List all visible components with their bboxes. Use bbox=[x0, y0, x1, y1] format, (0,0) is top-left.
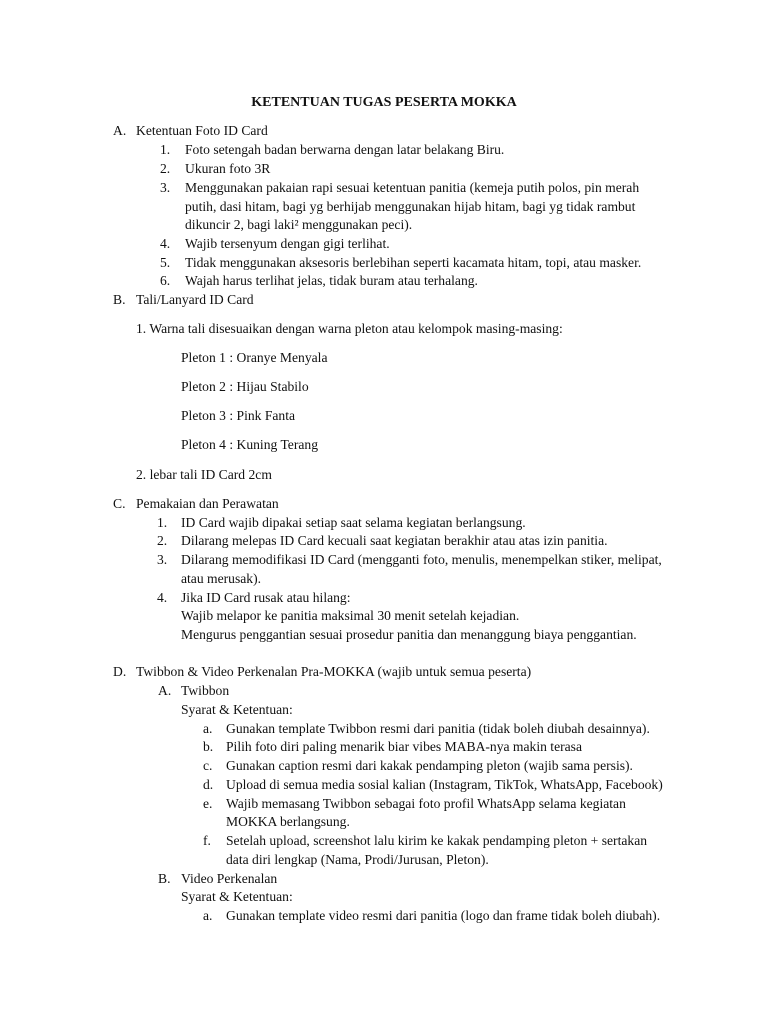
list-item: Tidak menggunakan aksesoris berlebihan seperti kacamata hitam, topi, atau masker. bbox=[185, 255, 642, 270]
section-b-marker: B. bbox=[113, 292, 126, 307]
list-marker: 3. bbox=[160, 180, 171, 195]
section-c-heading: Pemakaian dan Perawatan bbox=[136, 496, 279, 511]
section-d-heading: Twibbon & Video Perkenalan Pra-MOKKA (wajib untuk semua peserta) bbox=[136, 664, 532, 679]
list-marker: a. bbox=[203, 721, 213, 736]
pleton-line: Pleton 1 : Oranye Menyala bbox=[181, 350, 328, 365]
list-item: Gunakan template video resmi dari panitia (logo dan frame tidak boleh diubah). bbox=[226, 908, 661, 923]
list-marker: 3. bbox=[157, 552, 168, 567]
syarat-label: Syarat & Ketentuan: bbox=[181, 889, 293, 904]
list-marker: 1. bbox=[160, 142, 171, 157]
list-marker: b. bbox=[203, 739, 214, 754]
list-item: Gunakan caption resmi dari kakak pendamping pleton (wajib sama persis). bbox=[226, 758, 633, 773]
list-item-cont: data diri lengkap (Nama, Prodi/Jurusan, Pleton). bbox=[226, 852, 489, 867]
list-item-cont: Wajib melapor ke panitia maksimal 30 menit setelah kejadian. bbox=[181, 608, 520, 623]
list-item-cont: MOKKA berlangsung. bbox=[226, 814, 350, 829]
subsection-marker: B. bbox=[158, 871, 171, 886]
page-title: KETENTUAN TUGAS PESERTA MOKKA bbox=[251, 95, 517, 110]
list-item-cont: dikuncir 2, bagi laki² menggunakan peci). bbox=[185, 217, 413, 232]
list-item-cont: putih, dasi hitam, bagi yg berhijab menggunakan hijab hitam, bagi yg tidak rambut bbox=[185, 199, 636, 214]
list-item: Upload di semua media sosial kalian (Instagram, TikTok, WhatsApp, Facebook) bbox=[226, 777, 663, 792]
list-marker: 5. bbox=[160, 255, 171, 270]
list-marker: d. bbox=[203, 777, 214, 792]
list-item: Ukuran foto 3R bbox=[185, 161, 271, 176]
list-item: Dilarang melepas ID Card kecuali saat kegiatan berakhir atau atas izin panitia. bbox=[181, 533, 608, 548]
list-item: Pilih foto diri paling menarik biar vibes MABA-nya makin terasa bbox=[226, 739, 583, 754]
list-marker: 1. bbox=[157, 515, 168, 530]
section-a-marker: A. bbox=[113, 123, 127, 138]
list-item: Dilarang memodifikasi ID Card (mengganti foto, menulis, menempelkan stiker, melipat, bbox=[181, 552, 662, 567]
list-marker: 4. bbox=[160, 236, 171, 251]
section-a-heading: Ketentuan Foto ID Card bbox=[136, 123, 268, 138]
list-item: Setelah upload, screenshot lalu kirim ke kakak pendamping pleton + sertakan bbox=[226, 833, 648, 848]
section-c-marker: C. bbox=[113, 496, 126, 511]
paragraph: 2. lebar tali ID Card 2cm bbox=[136, 467, 272, 482]
list-marker: a. bbox=[203, 908, 213, 923]
list-item-cont: Mengurus penggantian sesuai prosedur panitia dan menanggung biaya penggantian. bbox=[181, 627, 637, 642]
list-marker: f. bbox=[203, 833, 211, 848]
list-item: Wajib memasang Twibbon sebagai foto profil WhatsApp selama kegiatan bbox=[226, 796, 626, 811]
subsection-marker: A. bbox=[158, 683, 172, 698]
list-item-cont: atau merusak). bbox=[181, 571, 262, 586]
subsection-heading-video: Video Perkenalan bbox=[181, 871, 278, 886]
syarat-label: Syarat & Ketentuan: bbox=[181, 702, 293, 717]
list-marker: 2. bbox=[157, 533, 168, 548]
section-b-heading: Tali/Lanyard ID Card bbox=[136, 292, 254, 307]
list-marker: 4. bbox=[157, 590, 168, 605]
list-item: Jika ID Card rusak atau hilang: bbox=[181, 590, 351, 605]
list-item: Foto setengah badan berwarna dengan latar belakang Biru. bbox=[185, 142, 505, 157]
subsection-heading-twibbon: Twibbon bbox=[181, 683, 230, 698]
list-item: Menggunakan pakaian rapi sesuai ketentuan panitia (kemeja putih polos, pin merah bbox=[185, 180, 640, 195]
list-marker: 6. bbox=[160, 273, 171, 288]
pleton-line: Pleton 3 : Pink Fanta bbox=[181, 408, 296, 423]
pleton-line: Pleton 2 : Hijau Stabilo bbox=[181, 379, 309, 394]
list-marker: e. bbox=[203, 796, 213, 811]
list-item: Wajah harus terlihat jelas, tidak buram atau terhalang. bbox=[185, 273, 478, 288]
list-item: ID Card wajib dipakai setiap saat selama kegiatan berlangsung. bbox=[181, 515, 526, 530]
list-marker: c. bbox=[203, 758, 213, 773]
list-marker: 2. bbox=[160, 161, 171, 176]
list-item: Gunakan template Twibbon resmi dari panitia (tidak boleh diubah desainnya). bbox=[226, 721, 650, 736]
paragraph: 1. Warna tali disesuaikan dengan warna pleton atau kelompok masing-masing: bbox=[136, 321, 563, 336]
pleton-line: Pleton 4 : Kuning Terang bbox=[181, 437, 318, 452]
list-item: Wajib tersenyum dengan gigi terlihat. bbox=[185, 236, 390, 251]
section-d-marker: D. bbox=[113, 664, 127, 679]
